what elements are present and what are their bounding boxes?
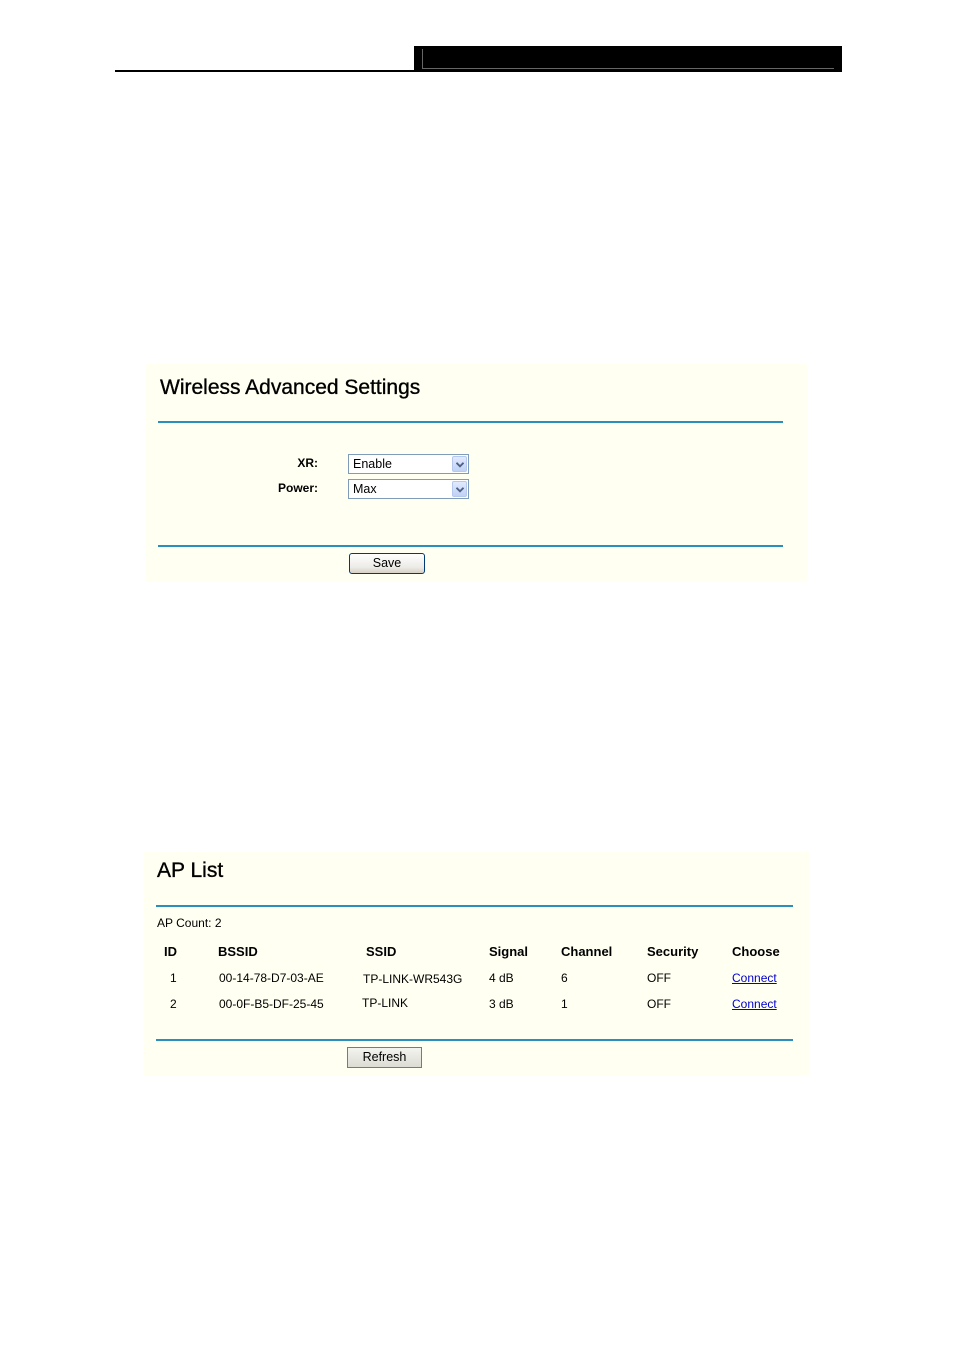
bottom-rule	[156, 1039, 793, 1041]
col-header-bssid: BSSID	[218, 944, 258, 959]
power-select[interactable]	[348, 479, 469, 499]
table-row-1-ssid: TP-LINK-WR543G	[363, 972, 463, 986]
table-row-2-ssid: TP-LINK	[362, 996, 409, 1010]
table-row-2-id: 2	[170, 997, 177, 1011]
wireless-advanced-panel	[146, 364, 807, 582]
table-row-1-bssid: 00-14-78-D7-03-AE	[219, 971, 324, 985]
table-row-1-channel: 6	[561, 971, 568, 985]
header-bar-inset	[422, 49, 834, 69]
xr-select-value: Enable	[353, 457, 392, 471]
table-row-1-security: OFF	[647, 971, 671, 985]
power-select-value: Max	[353, 482, 377, 496]
refresh-button[interactable]: Refresh	[347, 1047, 422, 1068]
bottom-rule	[158, 545, 783, 547]
col-header-choose: Choose	[732, 944, 780, 959]
table-row-2-security: OFF	[647, 997, 671, 1011]
table-row-2-channel: 1	[561, 997, 568, 1011]
table-row-1-signal: 4 dB	[489, 971, 514, 985]
header-bar	[414, 46, 842, 72]
connect-link-1[interactable]: Connect	[732, 971, 777, 985]
panel-title: Wireless Advanced Settings	[160, 376, 421, 399]
table-row-2-signal: 3 dB	[489, 997, 514, 1011]
table-row-1-id: 1	[170, 971, 177, 985]
power-label: Power:	[277, 481, 318, 495]
top-rule	[156, 905, 793, 907]
top-rule	[158, 421, 783, 423]
save-button[interactable]: Save	[349, 553, 425, 574]
ap-list-panel	[144, 852, 809, 1076]
col-header-ssid: SSID	[366, 944, 397, 959]
ap-count: AP Count: 2	[157, 916, 222, 930]
chevron-down-icon[interactable]	[452, 456, 467, 472]
panel-title: AP List	[157, 859, 224, 882]
col-header-security: Security	[647, 944, 699, 959]
xr-select[interactable]	[348, 454, 469, 474]
connect-link-2[interactable]: Connect	[732, 997, 777, 1011]
table-row-2-bssid: 00-0F-B5-DF-25-45	[219, 997, 324, 1011]
chevron-down-icon[interactable]	[452, 481, 467, 497]
col-header-signal: Signal	[489, 944, 529, 959]
xr-label: XR:	[297, 456, 318, 470]
col-header-id: ID	[164, 944, 177, 959]
col-header-channel: Channel	[561, 944, 613, 959]
